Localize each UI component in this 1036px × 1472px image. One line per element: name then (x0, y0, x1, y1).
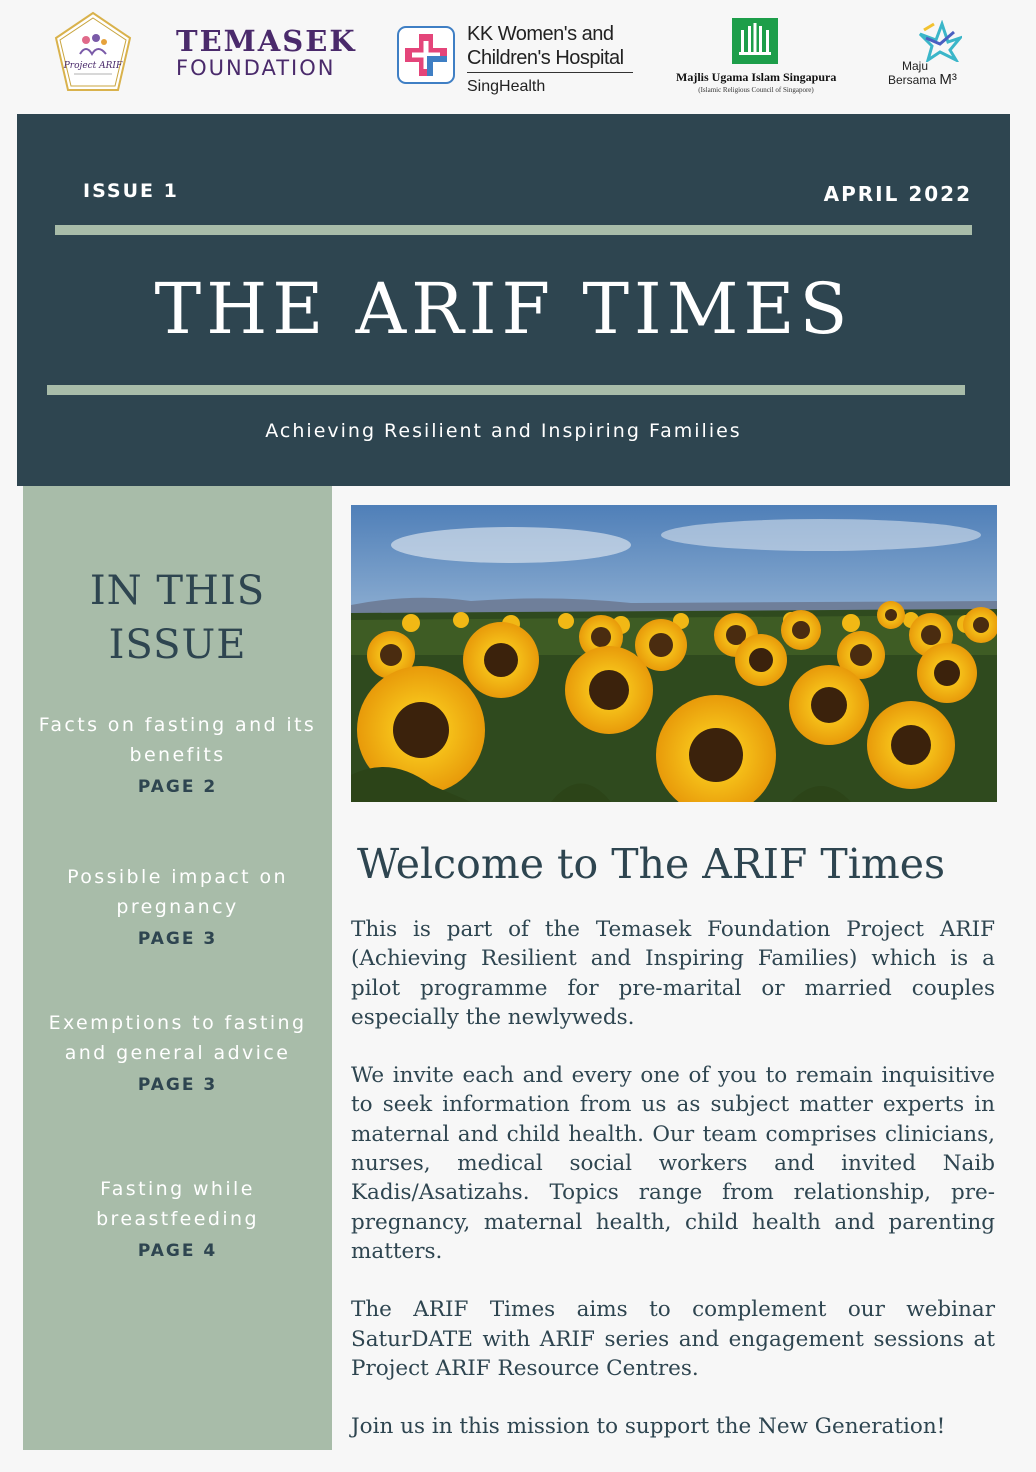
kk-logo-divider (467, 72, 633, 73)
partner-logos (0, 0, 1036, 112)
maju-bersama-logo (886, 20, 970, 90)
toc-topic-line2: benefits (129, 744, 226, 766)
masthead-rule-bottom (47, 385, 965, 395)
toc-item-pregnancy-impact (23, 862, 332, 954)
article-paragraph: Join us in this mission to support the New Generation! (351, 1414, 946, 1440)
masthead-rule-top (55, 225, 972, 235)
newsletter-subtitle: Achieving Resilient and Inspiring Families (265, 420, 742, 442)
article-heading: Welcome to The ARIF Times (357, 840, 946, 888)
maju-logo-mark: M³ (939, 71, 957, 88)
article-paragraph: We invite each and every one of you to remain inquisitive to seek information from us as subject matter experts in maternal and child health. Our team comprises clinicians, nurses, medical social workers and invited Naib Kadis/Asatizahs. Topics range from relationship, pre-pregnancy, maternal health, child health and parenting matters. (351, 1063, 995, 1264)
toc-topic-line1: Possible impact on (67, 866, 288, 888)
sidebar-heading (23, 564, 332, 672)
kk-logo-line1: KK Women's and (467, 23, 614, 45)
toc-item-exemptions (23, 1008, 332, 1100)
issue-number: ISSUE 1 (83, 180, 179, 202)
toc-page: PAGE 3 (137, 1075, 218, 1095)
masthead (17, 114, 1010, 486)
kk-hospital-logo (397, 22, 637, 102)
article-body (351, 915, 995, 1441)
sidebar-heading-line2: ISSUE (108, 622, 247, 668)
article-paragraph: The ARIF Times aims to complement our webinar SaturDATE with ARIF series and engagement sessions at Project ARIF Resource Centres. (351, 1297, 995, 1381)
sunflower-field-photo (351, 505, 997, 802)
project-arif-logo (50, 10, 136, 96)
muis-emblem-icon (732, 18, 778, 64)
toc-page: PAGE 4 (137, 1241, 218, 1261)
kk-logo-line3: SingHealth (467, 78, 546, 95)
svg-text:Project ARIF: Project ARIF (63, 61, 123, 71)
toc-page: PAGE 2 (137, 777, 218, 797)
issue-date: APRIL 2022 (823, 182, 972, 206)
temasek-logo-line1: TEMASEK (176, 24, 357, 58)
article-paragraph: This is part of the Temasek Foundation Project ARIF (Achieving Resilient and Inspiring Families) which is a pilot programme for pre-marital or married couples especially the newlyweds. (351, 917, 995, 1030)
toc-topic-line1: Fasting while (100, 1178, 255, 1200)
toc-topic-line2: breastfeeding (96, 1208, 259, 1230)
muis-name: Majlis Ugama Islam Singapura (676, 70, 837, 84)
temasek-logo-line2: FOUNDATION (176, 56, 336, 80)
toc-item-breastfeeding (23, 1174, 332, 1266)
kk-cross-icon (397, 26, 455, 84)
newsletter-title: THE ARIF TIMES (154, 268, 853, 350)
toc-topic-line1: Exemptions to fasting (48, 1012, 307, 1034)
maju-logo-line2 (888, 73, 957, 87)
toc-topic-line2: and general advice (64, 1042, 291, 1064)
kk-logo-line2: Children's Hospital (467, 47, 624, 69)
toc-page: PAGE 3 (137, 929, 218, 949)
maju-star-icon (916, 20, 962, 62)
sidebar-heading-line1: IN THIS (89, 568, 266, 614)
temasek-foundation-logo (176, 24, 357, 80)
in-this-issue-sidebar (23, 486, 332, 1450)
toc-topic-line2: pregnancy (116, 896, 239, 918)
toc-item-fasting-facts (23, 710, 332, 802)
maju-logo-bersama: Bersama (888, 73, 937, 87)
maju-logo-line1: Maju (902, 59, 929, 73)
muis-subname: (Islamic Religious Council of Singapore) (698, 86, 814, 94)
toc-topic-line1: Facts on fasting and its (38, 714, 317, 736)
muis-logo (676, 18, 836, 98)
